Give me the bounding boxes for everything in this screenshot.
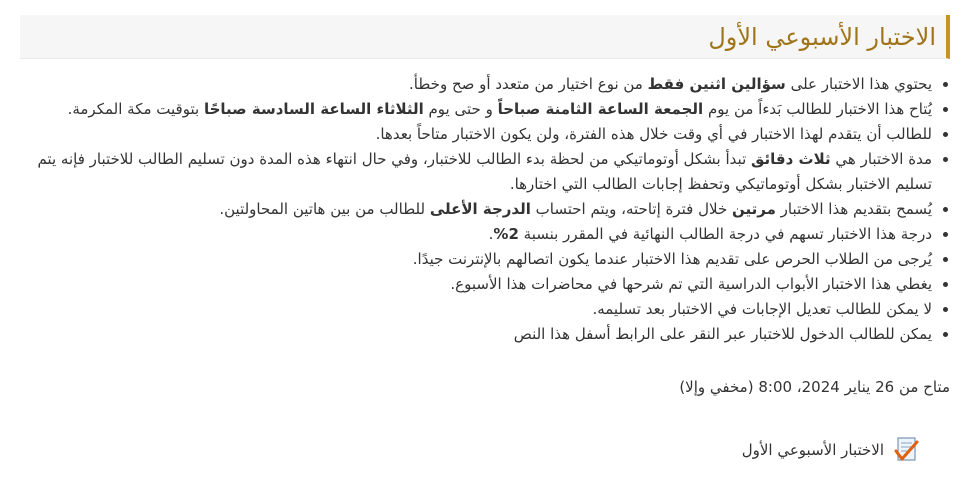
list-item: • للطالب أن يتقدم لهذا الاختبار في أي وقت خلال هذه الفترة، ولن يكون الاختبار متاحاً بعدها. — [12, 122, 932, 147]
list-item: • درجة هذا الاختبار تسهم في درجة الطالب النهائية في المقرر بنسبة 2%. — [12, 222, 932, 247]
section-header — [20, 15, 950, 59]
list-item: • يُرجى من الطلاب الحرص على تقديم هذا الاختبار عندما يكون اتصالهم بالإنترنت جيدًا. — [12, 247, 932, 272]
quiz-link[interactable] — [742, 436, 920, 464]
list-item: • مدة الاختبار هي ثلاث دقائق تبدأ بشكل أوتوماتيكي من لحظة بدء الطالب للاختبار، وفي حال انتهاء هذه المدة دون تسليم الطالب للاختبار فإنه يتم تسليم الاختبار بشكل أوتوماتيكي وتحفظ إجابات الطالب التي اختارها. — [12, 147, 932, 197]
list-item: • يُسمح بتقديم هذا الاختبار مرتين خلال فترة إتاحته، ويتم احتساب الدرجة الأعلى للطالب من بين هاتين المحاولتين. — [12, 197, 932, 222]
quiz-link-label[interactable]: الاختبار الأسبوعي الأول — [741, 441, 884, 459]
list-item: • يمكن للطالب الدخول للاختبار عبر النقر على الرابط أسفل هذا النص — [12, 322, 932, 347]
rules-list — [12, 72, 950, 347]
list-item: • يُتاح هذا الاختبار للطالب بَدءاً من يوم الجمعة الساعة الثامنة صباحاً و حتى يوم الثلاثاء الساعة السادسة صباحًا بتوقيت مكة المكرمة. — [12, 97, 932, 122]
section-title: الاختبار الأسبوعي الأول — [708, 22, 936, 51]
quiz-icon — [892, 436, 920, 464]
availability-text: متاح من 26 يناير 2024، 8:00 (مخفي وإلا) — [679, 378, 950, 396]
list-item: • يغطي هذا الاختبار الأبواب الدراسية التي تم شرحها في محاضرات هذا الأسبوع. — [12, 272, 932, 297]
list-item: • لا يمكن للطالب تعديل الإجابات في الاختبار بعد تسليمه. — [12, 297, 932, 322]
list-item: • يحتوي هذا الاختبار على سؤالين اثنين فقط من نوع اختيار من متعدد أو صح وخطأ. — [12, 72, 932, 97]
